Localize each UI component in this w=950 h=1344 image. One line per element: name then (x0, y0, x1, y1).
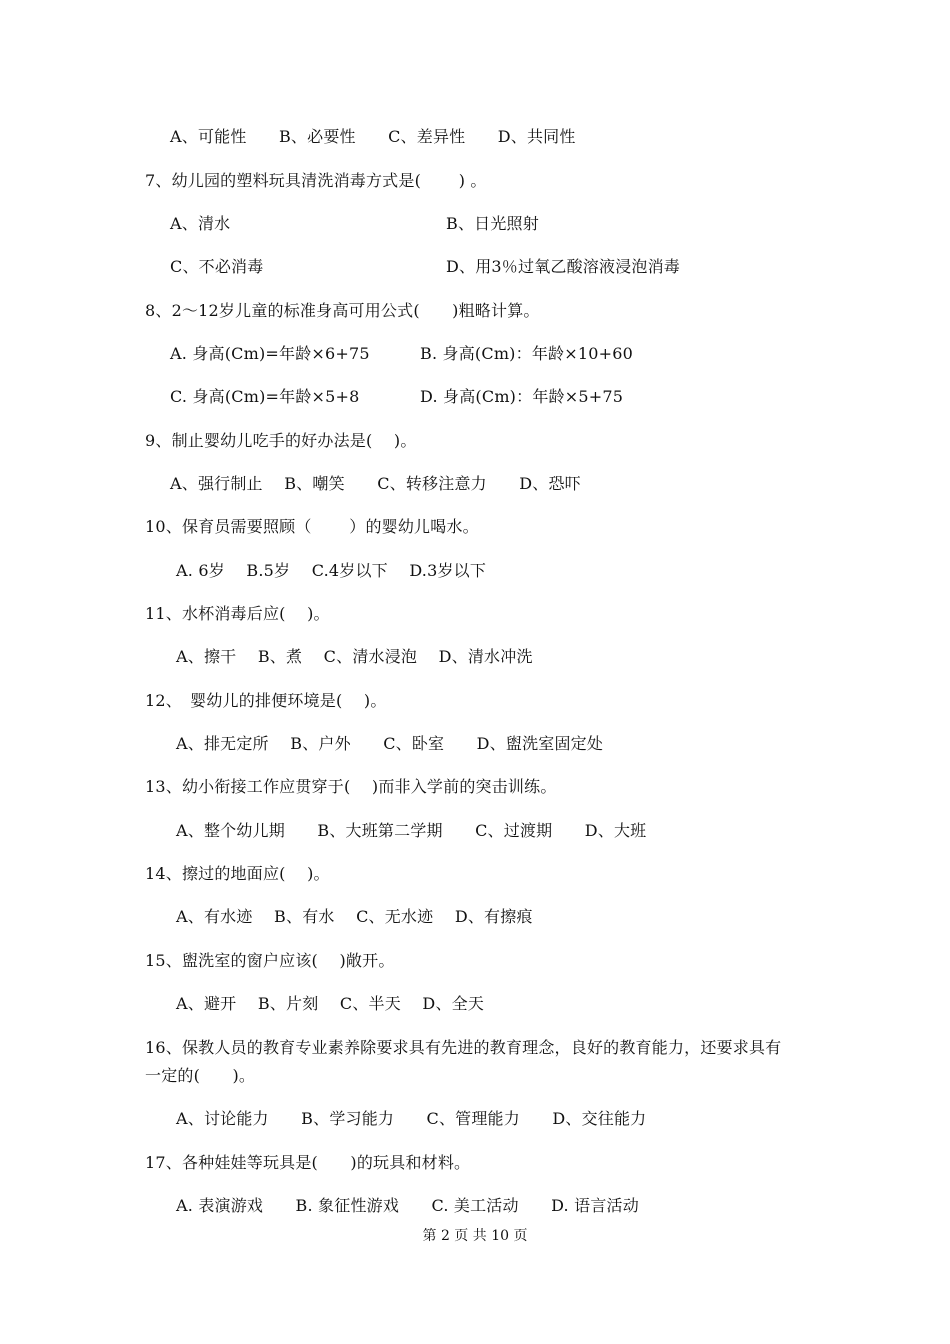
q7-option-a: A、清水 (170, 214, 231, 233)
q14-text: 14、擦过的地面应( )。 (145, 864, 330, 883)
q12-text: 12、 婴幼儿的排便环境是( )。 (145, 691, 387, 710)
q9-options: A、强行制止 B、嘲笑 C、转移注意力 D、恐吓 (170, 474, 581, 493)
q10-text: 10、保育员需要照顾（ ）的婴幼儿喝水。 (145, 517, 479, 536)
q17-options: A. 表演游戏 B. 象征性游戏 C. 美工活动 D. 语言活动 (176, 1196, 639, 1215)
q16-text-continued: 一定的( )。 (145, 1066, 256, 1085)
q15-options: A、避开 B、片刻 C、半天 D、全天 (176, 994, 485, 1013)
q12-options: A、排无定所 B、户外 C、卧室 D、盥洗室固定处 (176, 734, 604, 753)
q6-options: A、可能性 B、必要性 C、差异性 D、共同性 (170, 127, 576, 146)
q7-option-b: B、日光照射 (446, 214, 539, 233)
q7-option-c: C、不必消毒 (170, 257, 264, 276)
q13-text: 13、幼小衔接工作应贯穿于( )而非入学前的突击训练。 (145, 777, 557, 796)
q10-options: A. 6岁 B.5岁 C.4岁以下 D.3岁以下 (176, 561, 487, 580)
q8-option-d: D. 身高(Cm)：年龄×5+75 (420, 387, 624, 406)
q16-options: A、讨论能力 B、学习能力 C、管理能力 D、交往能力 (176, 1109, 647, 1128)
q8-text: 8、2～12岁儿童的标准身高可用公式( )粗略计算。 (145, 301, 540, 320)
q13-options: A、整个幼儿期 B、大班第二学期 C、过渡期 D、大班 (176, 821, 647, 840)
q9-text: 9、制止婴幼儿吃手的好办法是( )。 (145, 431, 417, 450)
page-footer: 第 2 页 共 10 页 (422, 1228, 528, 1244)
q7-option-d: D、用3％过氧乙酸溶液浸泡消毒 (446, 257, 681, 276)
q16-text: 16、保教人员的教育专业素养除要求具有先进的教育理念，良好的教育能力，还要求具有 (145, 1038, 782, 1057)
q8-option-a: A. 身高(Cm)=年龄×6+75 (170, 344, 370, 363)
q7-text: 7、幼儿园的塑料玩具清洗消毒方式是( ) 。 (145, 171, 487, 190)
q8-option-b: B. 身高(Cm)：年龄×10+60 (420, 344, 633, 363)
q14-options: A、有水迹 B、有水 C、无水迹 D、有擦痕 (176, 907, 533, 926)
q15-text: 15、盥洗室的窗户应该( )敞开。 (145, 951, 395, 970)
q11-text: 11、水杯消毒后应( )。 (145, 604, 330, 623)
q8-option-c: C. 身高(Cm)=年龄×5+8 (170, 387, 360, 406)
q17-text: 17、各种娃娃等玩具是( )的玩具和材料。 (145, 1153, 471, 1172)
q11-options: A、擦干 B、煮 C、清水浸泡 D、清水冲洗 (176, 647, 533, 666)
